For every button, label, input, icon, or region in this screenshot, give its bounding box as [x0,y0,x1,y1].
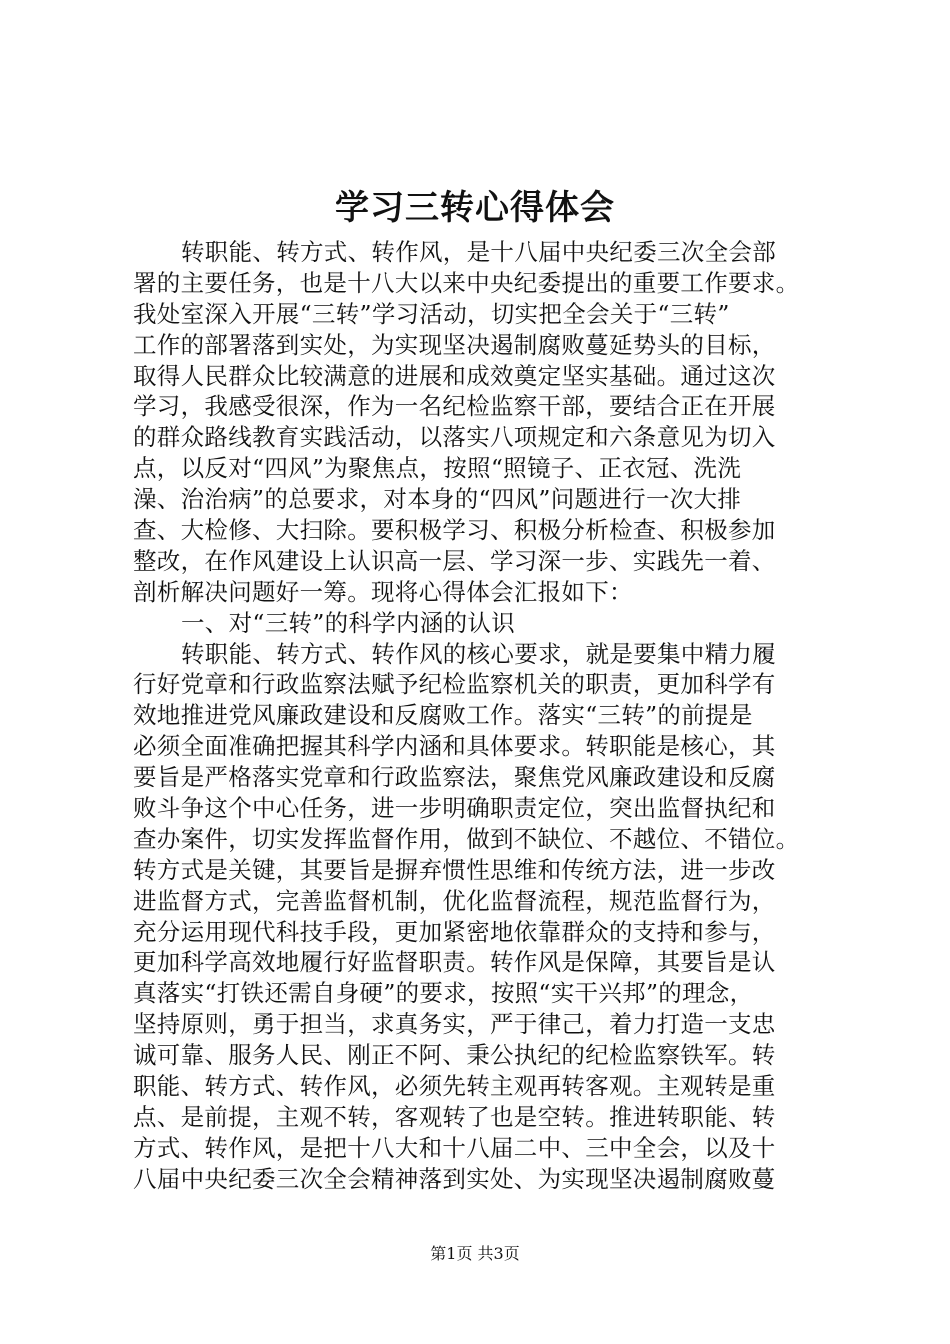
text-line: 转方式是关键，其要旨是摒弃惯性思维和传统方法，进一步改 [133,855,776,884]
text-line: 署的主要任务，也是十八大以来中央纪委提出的重要工作要求。 [133,268,800,297]
text-line: 充分运用现代科技手段，更加紧密地依靠群众的支持和参与， [133,917,776,946]
section-heading: 一、对“三转”的科学内涵的认识 [181,608,516,637]
text-line: 的群众路线教育实践活动，以落实八项规定和六条意见为切入 [133,423,776,452]
page-footer: 第1页 共3页 [430,1244,520,1263]
text-line: 真落实“打铁还需自身硬”的要求，按照“实干兴邦”的理念， [133,979,754,1008]
text-line: 方式、转作风，是把十八大和十八届二中、三中全会，以及十 [133,1133,776,1162]
text-line: 必须全面准确把握其科学内涵和具体要求。转职能是核心，其 [133,732,776,761]
text-line: 效地推进党风廉政建设和反腐败工作。落实“三转”的前提是 [133,701,753,730]
text-line: 败斗争这个中心任务，进一步明确职责定位，突出监督执纪和 [133,794,776,823]
text-line: 学习，我感受很深，作为一名纪检监察干部，要结合正在开展 [133,392,776,421]
text-line: 点，以反对“四风”为聚焦点，按照“照镜子、正衣冠、洗洗 [133,454,742,483]
text-line: 点、是前提，主观不转，客观转了也是空转。推进转职能、转 [133,1102,776,1131]
text-line: 查、大检修、大扫除。要积极学习、积极分析检查、积极参加 [133,516,776,545]
document-body [133,237,853,1195]
text-line: 取得人民群众比较满意的进展和成效奠定坚实基础。通过这次 [133,361,776,390]
text-line: 诚可靠、服务人民、刚正不阿、秉公执纪的纪检监察铁军。转 [133,1041,776,1070]
text-line: 我处室深入开展“三转”学习活动，切实把全会关于“三转” [133,299,730,328]
text-line: 转职能、转方式、转作风的核心要求，就是要集中精力履 [181,639,776,668]
text-line: 要旨是严格落实党章和行政监察法，聚焦党风廉政建设和反腐 [133,763,776,792]
text-line: 坚持原则，勇于担当，求真务实，严于律己，着力打造一支忠 [133,1010,776,1039]
text-line: 进监督方式，完善监督机制，优化监督流程，规范监督行为， [133,886,776,915]
text-line: 更加科学高效地履行好监督职责。转作风是保障，其要旨是认 [133,948,776,977]
text-line: 职能、转方式、转作风，必须先转主观再转客观。主观转是重 [133,1072,776,1101]
text-line: 整改，在作风建设上认识高一层、学习深一步、实践先一着、 [133,546,776,575]
text-line: 工作的部署落到实处，为实现坚决遏制腐败蔓延势头的目标， [133,330,776,359]
text-line: 转职能、转方式、转作风，是十八届中央纪委三次全会部 [181,238,776,266]
text-line: 八届中央纪委三次全会精神落到实处、为实现坚决遏制腐败蔓 [133,1164,776,1193]
text-line: 澡、治治病”的总要求，对本身的“四风”问题进行一次大排 [133,485,742,514]
text-line: 查办案件，切实发挥监督作用，做到不缺位、不越位、不错位。 [133,824,800,853]
text-line: 剖析解决问题好一筹。现将心得体会汇报如下： [133,577,633,606]
text-line: 行好党章和行政监察法赋予纪检监察机关的职责，更加科学有 [133,670,776,699]
page-title: 学习三转心得体会 [335,188,615,228]
